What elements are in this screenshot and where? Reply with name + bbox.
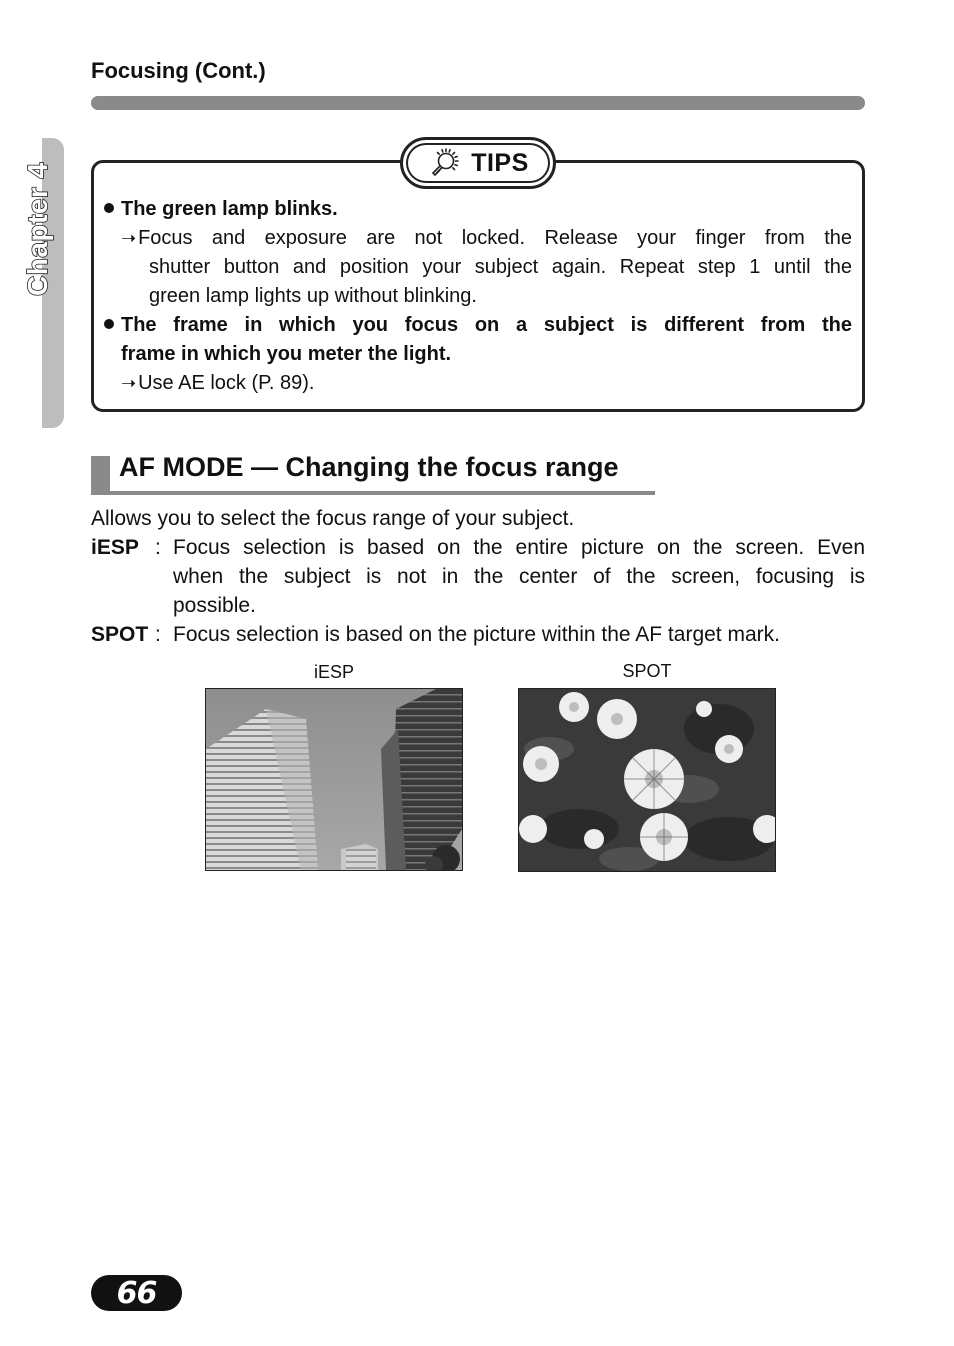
mode-term: SPOT (91, 623, 149, 646)
section-divider (91, 96, 865, 110)
af-mode-heading: AF MODE — Changing the focus range (119, 452, 619, 482)
mode-desc-line: possible. (173, 594, 256, 617)
mode-colon: : (155, 536, 161, 559)
tip-heading-text: The green lamp blinks. (121, 198, 338, 220)
mode-desc-text: Focus selection is based on the entire picture on the screen. Even (173, 536, 865, 559)
mode-desc-line: Focus selection is based on the picture within the AF target mark. (173, 623, 780, 646)
tip-detail-text: shutter button and position your subject again. Repeat step 1 until the (149, 256, 852, 278)
tips-badge-label: TIPS (471, 148, 529, 177)
tip-heading-line-2: frame in which you meter the light. (121, 343, 452, 365)
page-number-badge (91, 1275, 182, 1311)
chapter-tab-label: Chapter 4 (22, 162, 53, 296)
heading-underline (91, 491, 655, 495)
photo-caption: iESP (313, 662, 355, 682)
arrow-icon: ➝ (121, 228, 137, 248)
section-title: Focusing (Cont.) (91, 58, 266, 83)
daisies-image (519, 689, 775, 871)
tip-heading (104, 311, 852, 340)
tip-detail-line-2 (149, 253, 852, 282)
arrow-icon: ➝ (121, 373, 137, 393)
tip-detail (121, 224, 852, 253)
tip-heading (104, 195, 338, 224)
mode-desc-line (173, 533, 865, 562)
mode-colon: : (155, 623, 161, 646)
tip-detail-line: Focus and exposure are not locked. Release your finger from the (138, 227, 852, 249)
mode-desc-text: when the subject is not in the center of the screen, focusing is (173, 565, 865, 588)
heading-marker (91, 456, 110, 493)
mode-desc-line (173, 562, 865, 591)
af-mode-intro: Allows you to select the focus range of your subject. (91, 507, 575, 530)
tip-detail-line-3: green lamp lights up without blinking. (149, 285, 477, 307)
mode-term: iESP (91, 536, 139, 559)
photo-caption: SPOT (622, 661, 672, 681)
tip-detail (121, 369, 314, 398)
buildings-image (206, 689, 462, 870)
bullet-icon (104, 319, 114, 329)
tip-heading-text: The frame in which you focus on a subject is different from the (121, 314, 852, 336)
tips-badge (400, 137, 556, 189)
spot-photo (518, 688, 776, 872)
bullet-icon (104, 203, 114, 213)
page-number: 66 (116, 1275, 157, 1311)
iesp-photo (205, 688, 463, 871)
lightbulb-icon (427, 147, 461, 179)
tip-detail-line: Use AE lock (P. 89). (138, 372, 315, 394)
